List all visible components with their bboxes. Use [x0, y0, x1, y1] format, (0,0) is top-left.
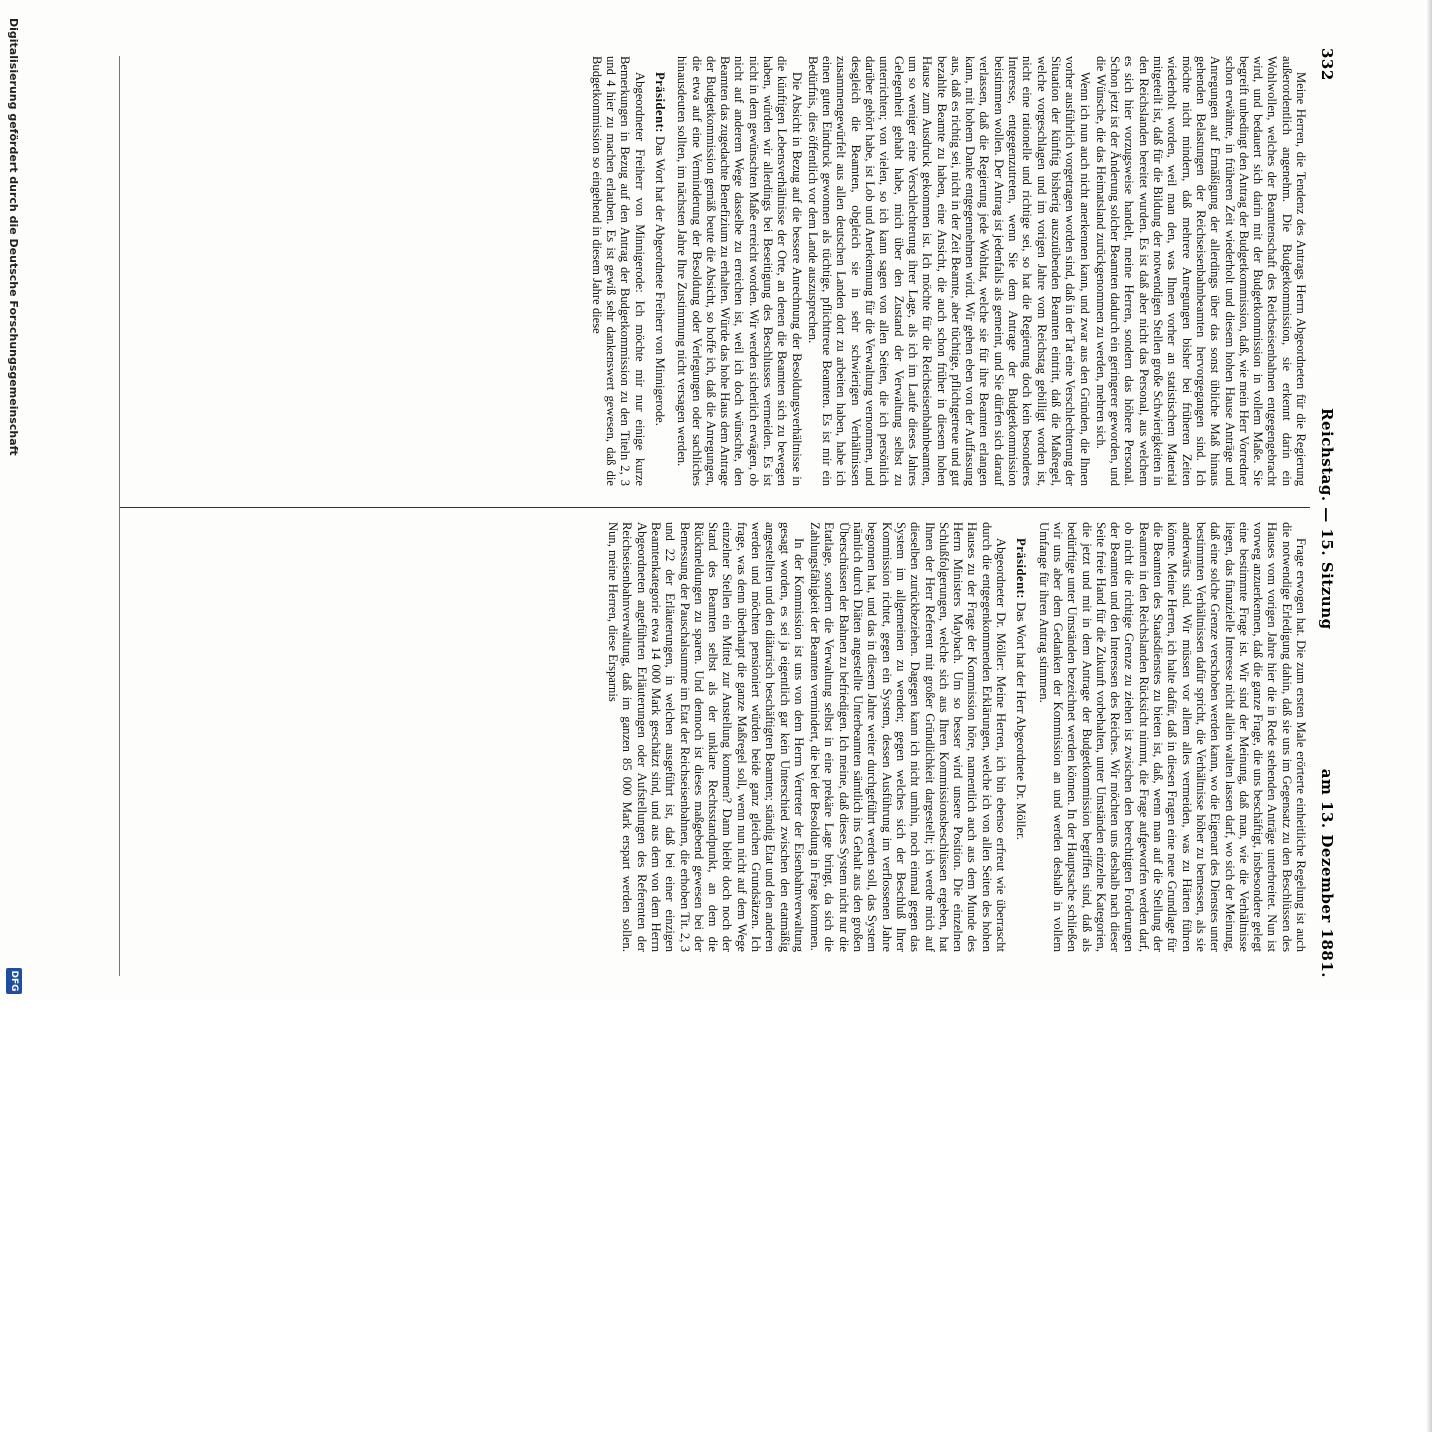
text-paragraph: Die Absicht in Bezug auf die bessere Anrechnung der Besoldungsverhältnisse in die künftigen Lebensverhältnisse der Orte, an denen die Beamten sich zu bewegen haben, würden wir allerdings bei Beseitigung des Beschlusses vermeiden. Es ist nicht in dem gewünschten Maße erreicht worden. Wir werden sicherlich erwägen, ob nicht auf anderem Wege dasselbe zu erreichen ist, weil ich doch wünschte, den Beamten das zugedachte Benefizium zu erhalten. Würde das hohe Haus dem Antrage der Budgetkommission gemäß beute die Absicht, so hoffe ich, daß die Anregungen, die etwa auf eine Verminderung der Besoldung oder Verlegungen oder sachliches hinausdeuten sollten, im nächsten Jahre Ihre Zustimmung nicht versagen werden. [675, 56, 804, 486]
speaker-paragraph [653, 56, 667, 486]
page-number: 332 [1318, 48, 1336, 81]
text-paragraph: Wenn ich nun auch nicht anerkennen kann, und zwar aus den Gründen, die Ihnen vorher ausführlich vorgetragen worden sind, daß in der Tat eine Verschlechterung der Situation der künftig bisherig auszuübenden Beamten eintritt, daß die Maßregel, welche vorgeschlagen und im vorigen Jahre vom Reichstag gebilligt worden ist, nicht eine rationelle und richtige sei, so hat die Regierung doch kein besonderes Interesse, entgegenzutreten, wenn Sie dem Antrage der Budgetkommission beistimmen wollen. Der Antrag ist jedenfalls als gemeint, und Sie dürfen sich darauf verlassen, daß die Regierung jede Wohltat, welche sie für ihre Beamten erlangen kann, mit hohem Danke entgegennehmen wird. Wir gehen eben von der Auffassung aus, daß es richtig sei, nicht in der Zeit Beamte, aber tüchtige, pflichtgetreue und gut bezahlte Beamte zu haben, eine Ansicht, die auch schon früher in diesem hohen Hause zum Ausdruck gekommen ist. Ich möchte für die Reichseisenbahnbeamten, um so weniger eine Verschlechterung ihrer Lage, als ich im Laufe dieses Jahres Gelegenheit gehabt habe, mich über den Zustand der Verwaltung selbst zu unterrichten; von vielen, so ich kann sagen von allen Seiten, die ich persönlich darüber gehört habe, ist Lob und Anerkennung für die Verwaltung vernommen, und desgleich die Beamten, obgleich sie in sehr schwierigen Verhältnissen zusammengewürfelt aus allen deutschen Landen dort zu arbeiten haben, habe ich einen guten Eindruck gewonnen als tüchtige, pflichttreue Beamten. Es ist mir ein Bedürfnis, dies öffentlich vor dem Lande auszusprechen. [805, 56, 1092, 486]
text-paragraph: Frage erwogen hat. Die zum ersten Male erörterte einheitliche Regelung ist auch die notwendige Erledigung dahin, daß sie uns im Gegensatz zu den Beschlüssen des Hauses vom vorigen Jahre hier die in Rede stehenden Anträge unterbreitet. Nun ist vorweg anzuerkennen, daß die ganze Frage, die uns beschäftigt, insbesondere gelegt eine bestimmte Frage ist. Wir sind der Meinung, daß man, wie die Verhältnisse liegen, das finanzielle Interesse nicht allein walten lassen darf, wo sich der Meinung, daß eine solche Grenze verschoben werden kann, wo die Eigenart des Dienstes unter bestimmten Verhältnissen dafür spricht, die Verhältnisse höher zu bemessen, als sie anderwärts sind. Wir müssen vor allem alles vermeiden, was zu Härten führen könnte. Meine Herren, ich halte dafür, daß in diesen Fragen eine neue Grundlage für die Beamten des Staatsdienstes zu bieten ist, daß, wenn man auf die Stellung der Beamten in den Reichslanden Rücksicht nimmt, die Frage aufgeworfen werden darf, ob nicht die richtige Grenze zu ziehen ist zwischen den berechtigten Forderungen der Beamten und den Interessen des Reiches. Wir möchten uns deshalb nach dieser Seite freie Hand für die Zukunft vorbehalten, unter Umständen einzelne Kategorien, die jetzt und mit in dem Antrage der Budgetkommission begriffen sind, daß als bedürftige unter Umständen bezeichnet werden können. In der Hauptsache schließen wir uns aber dem Gedanken der Kommission an und werden deshalb in vollem Umfange für ihren Antrag stimmen. [1036, 522, 1308, 952]
text-paragraph: Abgeordneter Dr. Möller: Meine Herren, ich bin ebenso erfreut wie überrascht durch die entgegenkommenden Erklärungen, welche ich von allen Seiten des hohen Hauses zu der Frage der Kommission höre, namentlich auch aus dem Munde des Herrn Ministers Maybach. Um so besser wird unsere Position. Die einzelnen Schlußfolgerungen, welche sich aus Ihren Kommissionsbeschlüssen ergeben, hat Ihnen der Herr Referent mit großer Gründlichkeit dargestellt; ich werde mich auf dieselben zurückbeziehen. Dagegen kann ich nicht umhin, noch einmal gegen das System im allgemeinen zu wenden; gegen welches sich der Beschluß Ihrer Kommission richtet, gegen ein System, dessen Ausführung im verflossenen Jahre begonnen hat, und das in diesem Jahre weiter durchgeführt werden soll, das System nämlich durch Diäten angestellte Unterbeamten sämtlich ins Gehalt aus den großen Überschüssen der Bahnen zu befriedigen. Ich meine, daß dieses System nicht nur die Etatlage, sondern die Verwaltung selbst in eine prekäre Lage bringt, da sich die Zahlungsfähigkeit der Beamten vermindert, die bei der Besoldung in Frage kommen. [808, 522, 1009, 952]
text-paragraph: Meine Herren, die Tendenz des Antrags Herrn Abgeordneten für die Regierung außerordentlich angenehm. Die Budgetkommission, sie erkennt darin ein Wohlwollen, welches der Beamtenschaft des Reichseisenbahnen entgegengebracht wird, und bedauert sich darin mit der Budgetkommission in vollem Maße. Sie begreift unbedingt den Antrag der Budgetkommission, daß, wie mein Herr Vorredner schon erwähnte, in früheren Zeit wiederholt und diesem hohen Hause Anträge und Anregungen auf Ermäßigung der allerdings über das sonst übliche Maß hinaus gehenden Belastungen der Reichseisenbahnbeamten hervorgegangen sind. Ich möchte nicht mindern, daß mehrere Anregungen bisher bei früheren Zeiten wiederholt worden, weil man den, was Ihnen vorher an statistischem Material mitgeteilt ist, daß für die Bildung der notwendigen Stellen große Schwierigkeiten in den Reichslanden bereitet wurden. Es ist daß aber nicht das Personal, aus welchem es sich hier vorzugsweise handelt, meine Herren, sondern das höhere Personal. Schon jetzt ist der Änderung solcher Beamten dadurch ein geringerer geworden, und die Wünsche, die das Heimatsland zurückgenommen zu werden, mehren sich. [1093, 56, 1308, 486]
bottom-rule [119, 56, 120, 976]
text-paragraph: Abgeordneter Freiherr von Minnigerode: Ich möchte mir nur einige kurze Bemerkungen in Bezug auf den Antrag der Budgetkommission zu den Titeln 2, 3 und 4 hier zu machen erlauben. Es ist gewiß sehr dankenswert gewesen, daß die Budgetkommission so eingehend in diesem Jahre diese [589, 56, 647, 486]
footer-credit: Digitalisierung gefördert durch die Deutsche Forschungsgemeinschaft [7, 18, 20, 456]
column-divider [120, 507, 1310, 508]
page-header [1308, 48, 1338, 978]
right-text-column [128, 522, 1308, 952]
speaker-name: Präsident: [652, 72, 667, 133]
sitting-date: am 13. Dezember 1881. [1318, 768, 1336, 978]
dfg-logo: DFG [6, 968, 22, 994]
text-paragraph: In der Kommission ist uns von dem Herrn Vertreter der Eisenbahnverwaltung gesagt worden, es sei ja eigentlich gar kein Unterschied zwischen den etatmäßig angestellten und den diätarisch beschäftigten Beamten; ständig Etat und den anderen werden und möchten pensioniert würden beide ganz gleichen Grundsätzen. Ich frage, was denn überhaupt die ganze Maßregel soll, wenn nun nicht auf dem Wege einzelner Stellen ein Mittel zur Anstellung kommen? Dann bleibt doch noch der Stand des Beamten selbst als der unklare Rechtsstandpunkt, an dem die Rückmeldungen zu sparen. Und dennoch ist dieses maßgebend gewesen bei der Bemessung der Pauschalsumme im Etat der Reichseisenbahnen, die erhoben Tit. 2, 3 und 22 der Erläuterungen, in welchen ausgeführt ist, daß bei einer einzigen Beamtenkategorie etwa 14 000 Mark geschätzt sind, und aus dem von dem Herrn Abgeordneten angeführten Erläuterungen oder Aufstellungen des Referenten der Reichseisenbahnverwaltung, daß im ganzen 85 000 Mark erspart werden sollen. Nun, meine Herren, diese Ersparnis [606, 522, 806, 952]
speaker-name: Präsident: [1014, 538, 1029, 599]
running-head: Reichstag. — 15. Sitzung [1318, 408, 1336, 630]
scan-edge [1426, 0, 1432, 1432]
speaker-text: Das Wort hat der Abgeordnete Freiherr von Minnigerode. [652, 136, 667, 426]
left-text-column [128, 56, 1308, 486]
speaker-paragraph [1014, 522, 1028, 952]
digitization-footer [2, 0, 24, 1000]
speaker-text: Das Wort hat der Herr Abgeordnete Dr. Möller. [1014, 602, 1029, 840]
